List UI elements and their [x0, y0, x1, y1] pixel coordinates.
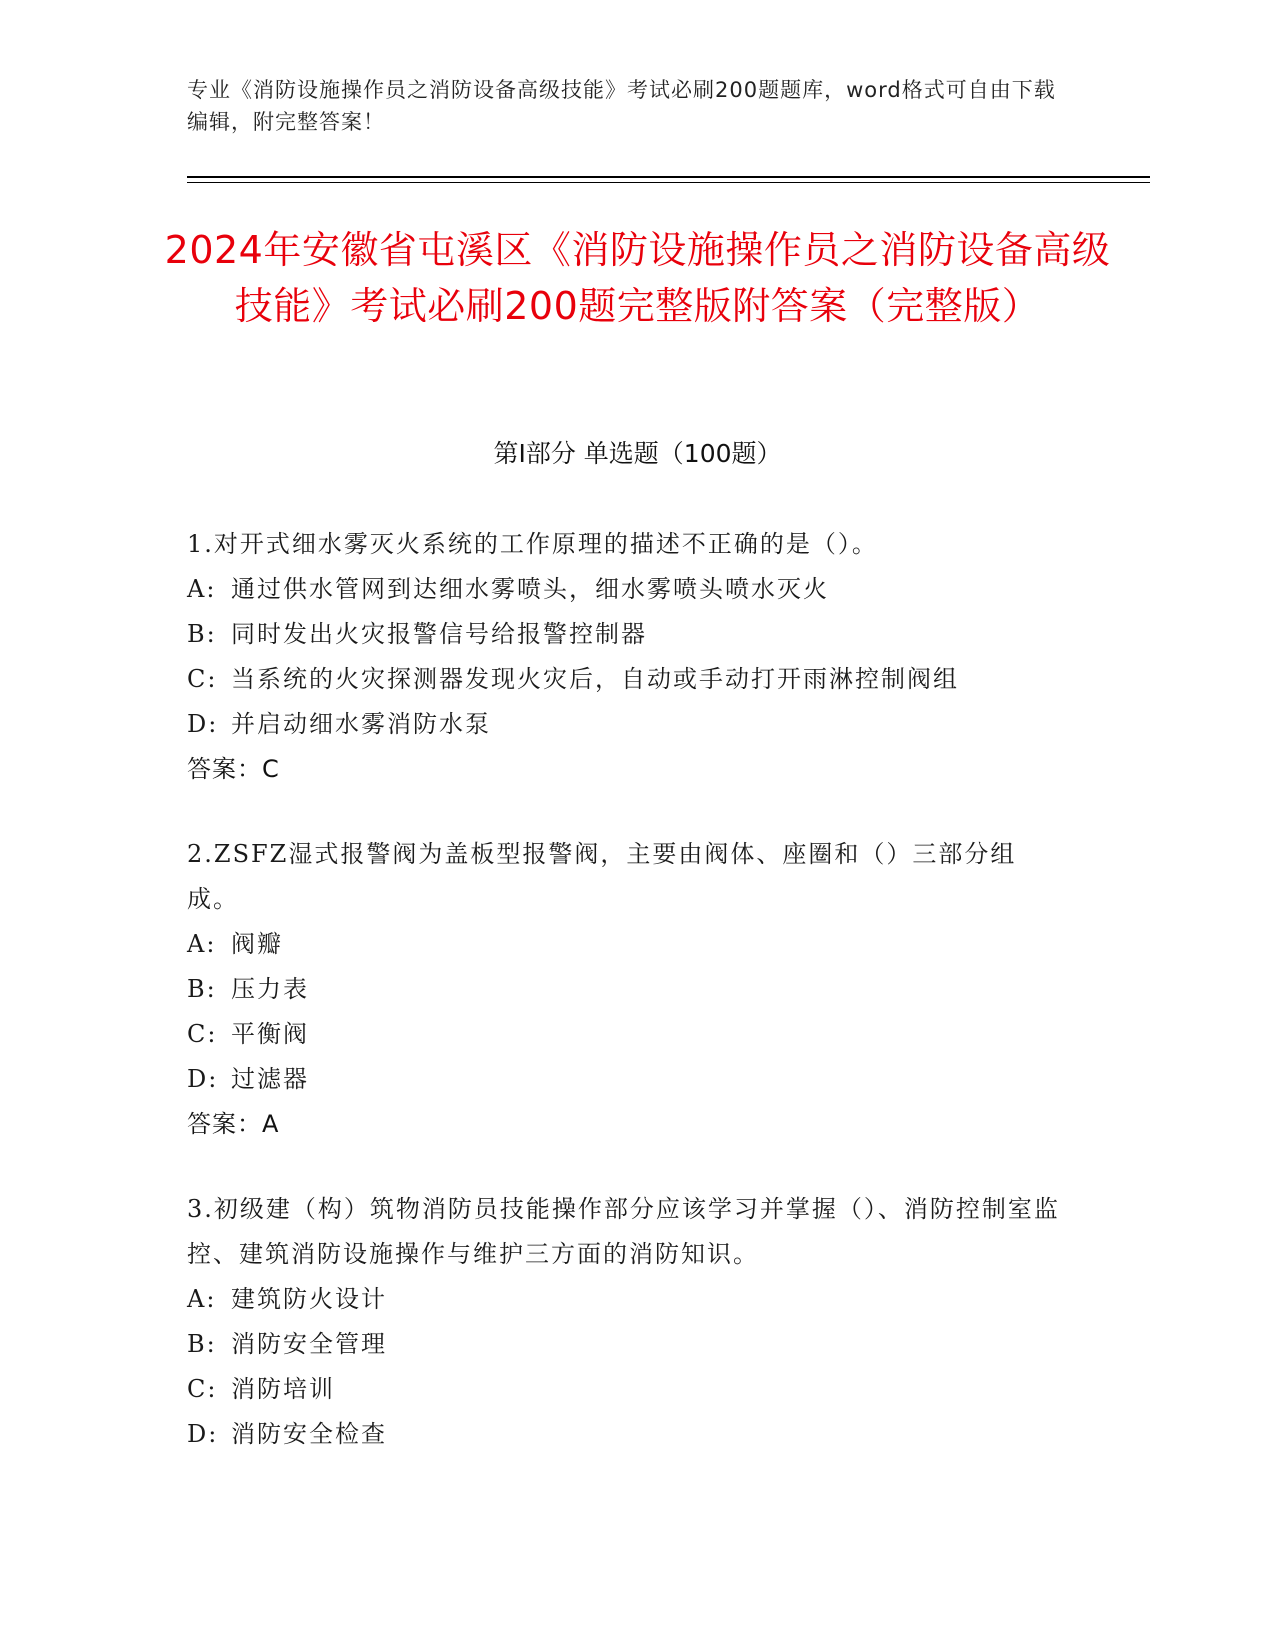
option-letter: C: — [187, 1020, 218, 1048]
option-letter: B: — [187, 975, 217, 1003]
option-letter: A: — [187, 575, 217, 603]
option-a — [187, 567, 1067, 612]
option-d — [187, 1412, 1067, 1457]
question-text: 3.初级建（构）筑物消防员技能操作部分应该学习并掌握（）、消防控制室监控、建筑消防设施操作与维护三方面的消防知识。 — [187, 1195, 1060, 1268]
option-text: 当系统的火灾探测器发现火灾后，自动或手动打开雨淋控制阀组 — [231, 665, 959, 693]
header-divider-thick — [187, 176, 1150, 178]
option-letter: D: — [187, 1065, 219, 1093]
option-letter: C: — [187, 1375, 218, 1403]
option-letter: C: — [187, 665, 218, 693]
option-c — [187, 657, 1067, 702]
header-divider-thin — [187, 182, 1150, 183]
option-letter: B: — [187, 1330, 217, 1358]
question-3 — [187, 1187, 1067, 1457]
question-text: 2.ZSFZ湿式报警阀为盖板型报警阀，主要由阀体、座圈和（）三部分组成。 — [187, 840, 1017, 913]
option-text: 消防安全管理 — [231, 1330, 387, 1358]
option-text: 阀瓣 — [231, 930, 283, 958]
header-note: 专业《消防设施操作员之消防设备高级技能》考试必刷200题题库，word格式可自由下载编辑，附完整答案！ — [187, 78, 1056, 134]
option-text: 通过供水管网到达细水雾喷头，细水雾喷头喷水灭火 — [231, 575, 829, 603]
option-text: 平衡阀 — [231, 1020, 309, 1048]
question-list — [187, 522, 1067, 1497]
section-heading: 第Ⅰ部分 单选题（100题） — [493, 439, 782, 468]
answer-line: 答案：C — [187, 755, 280, 783]
option-text: 建筑防火设计 — [231, 1285, 387, 1313]
option-text: 消防培训 — [231, 1375, 335, 1403]
document-title: 2024年安徽省屯溪区《消防设施操作员之消防设备高级技能》考试必刷200题完整版附答案（完整版） — [164, 228, 1111, 328]
option-letter: D: — [187, 1420, 219, 1448]
option-text: 并启动细水雾消防水泵 — [231, 710, 491, 738]
option-b — [187, 967, 1067, 1012]
option-d — [187, 1057, 1067, 1102]
option-c — [187, 1367, 1067, 1412]
option-b — [187, 1322, 1067, 1367]
option-a — [187, 922, 1067, 967]
option-b — [187, 612, 1067, 657]
option-c — [187, 1012, 1067, 1057]
question-2 — [187, 832, 1067, 1147]
option-letter: A: — [187, 930, 217, 958]
question-1 — [187, 522, 1067, 792]
option-text: 压力表 — [231, 975, 309, 1003]
answer-line: 答案：A — [187, 1110, 280, 1138]
option-text: 同时发出火灾报警信号给报警控制器 — [231, 620, 647, 648]
option-d — [187, 702, 1067, 747]
option-a — [187, 1277, 1067, 1322]
option-letter: D: — [187, 710, 219, 738]
option-text: 过滤器 — [231, 1065, 309, 1093]
question-text: 1.对开式细水雾灭火系统的工作原理的描述不正确的是（）。 — [187, 530, 878, 558]
option-letter: B: — [187, 620, 217, 648]
option-text: 消防安全检查 — [231, 1420, 387, 1448]
option-letter: A: — [187, 1285, 217, 1313]
